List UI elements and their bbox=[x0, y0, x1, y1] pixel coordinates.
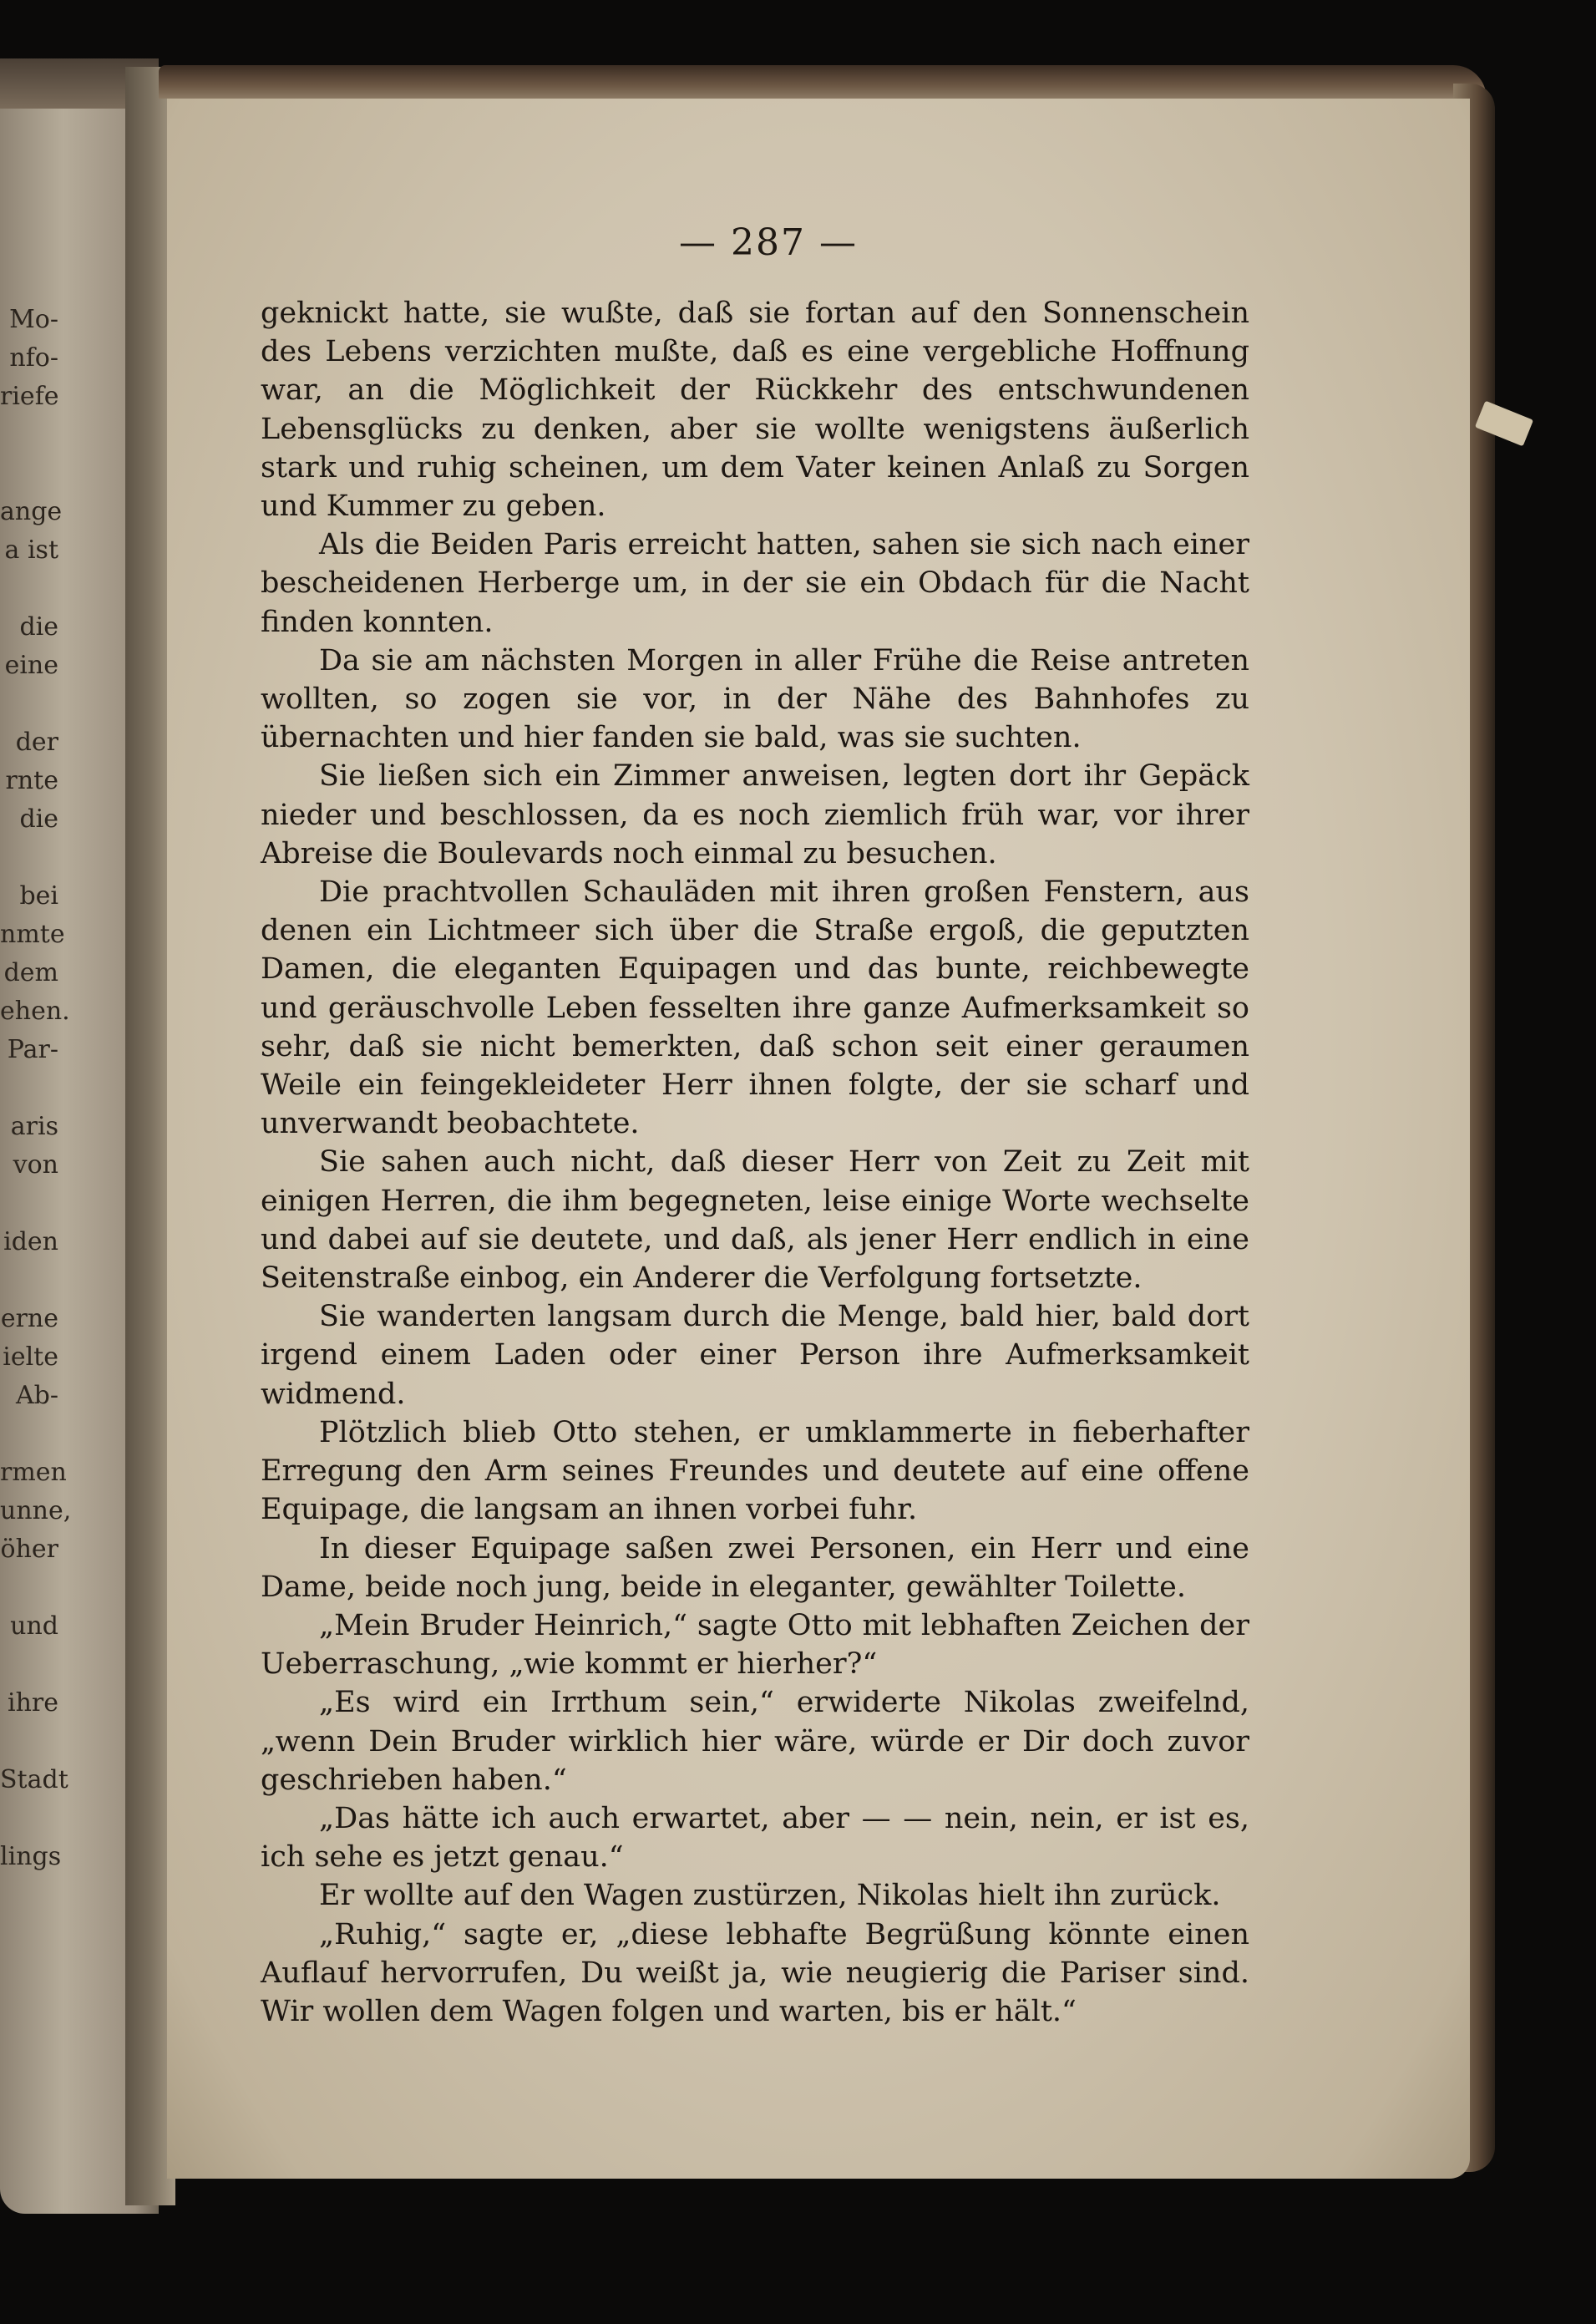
left-page-fragment bbox=[0, 839, 58, 877]
left-page-fragment: die bbox=[19, 612, 58, 642]
left-page-text-fragments bbox=[0, 301, 72, 1876]
paragraph: Plötzlich blieb Otto stehen, er umklammerte in fieberhafter Erregung den Arm seines Freundes und deutete auf eine offene Equipage, die langsam an ihnen vorbei fuhr. bbox=[261, 1415, 1249, 1527]
paragraph: „Mein Bruder Heinrich,“ sagte Otto mit lebhaften Zeichen der Ueberraschung, „wie kommt er hierher?“ bbox=[261, 1608, 1249, 1682]
left-page-fragment: ihre bbox=[7, 1688, 58, 1718]
left-page-fragment bbox=[0, 1261, 58, 1300]
left-page-fragment: öher bbox=[0, 1535, 58, 1564]
left-page-fragment bbox=[0, 1069, 58, 1108]
left-page-fragment: nfo- bbox=[9, 343, 58, 373]
left-page-fragment: unne, bbox=[0, 1496, 72, 1525]
paragraph: geknickt hatte, sie wußte, daß sie fortan auf den Sonnenschein des Lebens verzichten mußte, daß es eine vergebliche Hoffnung war, an die Möglichkeit der Rückkehr des entschwundenen Lebensglücks zu denken, aber sie wollte wenigstens äußerlich stark und ruhig scheinen, um dem Vater keinen Anlaß zu Sorgen und Kummer zu geben. bbox=[261, 297, 1249, 524]
paragraph: Sie wanderten langsam durch die Menge, bald hier, bald dort irgend einem Laden oder einer Person ihre Aufmerksamkeit widmend. bbox=[261, 1300, 1249, 1411]
paragraph: Da sie am nächsten Morgen in aller Frühe die Reise antreten wollten, so zogen sie vor, in der Nähe des Bahnhofes zu übernachten und hier fanden sie bald, was sie suchten. bbox=[261, 643, 1249, 755]
paragraph: Als die Beiden Paris erreicht hatten, sahen sie sich nach einer bescheidenen Herberge um, in der sie ein Obdach für die Nacht finden konnten. bbox=[261, 528, 1249, 639]
page-number: — 287 — bbox=[679, 221, 858, 264]
left-page-fragment: Par- bbox=[7, 1035, 58, 1064]
left-page-fragment: iden bbox=[3, 1227, 58, 1256]
left-page-fragment bbox=[0, 454, 58, 493]
left-page-fragment bbox=[0, 1569, 58, 1607]
left-page-fragment: eine bbox=[4, 651, 58, 680]
left-page-fragment bbox=[0, 416, 58, 454]
left-page-fragment: Ab- bbox=[15, 1381, 58, 1410]
left-page-fragment: von bbox=[13, 1150, 58, 1180]
paragraph: „Das hätte ich auch erwartet, aber — — nein, nein, er ist es, ich sehe es jetzt genau.“ bbox=[261, 1801, 1249, 1875]
left-page-fragment bbox=[0, 1799, 58, 1838]
left-page-fragment: ielte bbox=[3, 1342, 58, 1372]
left-page-fragment bbox=[0, 1415, 58, 1454]
left-page-fragment: Mo- bbox=[9, 305, 58, 334]
left-page-fragment: erne bbox=[0, 1304, 58, 1333]
left-page-fragment: die bbox=[19, 804, 58, 834]
paragraph: Sie ließen sich ein Zimmer anweisen, legten dort ihr Gepäck nieder und beschlossen, da es noch ziemlich früh war, vor ihrer Abreise die Boulevards noch einmal zu besuchen. bbox=[261, 759, 1249, 870]
paragraph: Er wollte auf den Wagen zustürzen, Nikolas hielt ihn zurück. bbox=[319, 1879, 1221, 1913]
left-page-fragment bbox=[0, 685, 58, 723]
paragraph: „Ruhig,“ sagte er, „diese lebhafte Begrüßung könnte einen Auflauf hervorrufen, Du weißt ja, wie neugierig die Pariser sind. Wir wollen dem Wagen folgen und warten, bis er hält.“ bbox=[261, 1917, 1249, 2028]
left-page-fragment: lings bbox=[0, 1842, 62, 1871]
left-page-fragment: ehen. bbox=[0, 997, 70, 1026]
paragraph: Sie sahen auch nicht, daß dieser Herr von Zeit zu Zeit mit einigen Herren, die ihm begegneten, leise einige Worte wechselte und dabei auf sie deutete, und daß, als jener Herr endlich in eine Seitenstraße einbog, ein Anderer die Verfolgung fortsetzte. bbox=[261, 1145, 1249, 1296]
left-page-fragment: dem bbox=[3, 958, 58, 987]
book-cover-top-edge bbox=[159, 65, 1487, 99]
left-page-fragment: rmen bbox=[0, 1458, 67, 1487]
left-page-fragment bbox=[0, 1185, 58, 1223]
left-page-fragment: aris bbox=[10, 1112, 58, 1141]
left-page-fragment: nmte bbox=[0, 920, 65, 949]
left-page-fragment: a ist bbox=[4, 535, 58, 565]
left-page-fragment: rnte bbox=[5, 766, 58, 795]
paragraph: In dieser Equipage saßen zwei Personen, ein Herr und eine Dame, beide noch jung, beide in eleganter, gewählter Toilette. bbox=[261, 1531, 1249, 1604]
paragraph: „Es wird ein Irrthum sein,“ erwiderte Nikolas zweifelnd, „wenn Dein Bruder wirklich hier wäre, würde er Dir doch zuvor geschrieben haben.“ bbox=[261, 1686, 1249, 1797]
left-page-fragment bbox=[0, 570, 58, 608]
paragraph: Die prachtvollen Schauläden mit ihren großen Fenstern, aus denen ein Lichtmeer sich über die Straße ergoß, die geputzten Damen, die eleganten Equipagen und das bunte, reichbewegte und geräuschvolle Leben fesselten ihre ganze Aufmerksamkeit so sehr, daß sie nicht bemerkten, daß schon seit einer geraumen Weile ein feingekleideter Herr ihnen folgte, der sie scharf und unverwandt beobachtete. bbox=[261, 875, 1249, 1141]
left-page-fragment: ange bbox=[0, 497, 63, 526]
left-page-fragment: bei bbox=[19, 881, 58, 911]
left-page-fragment: riefe bbox=[0, 382, 59, 411]
page-body-text bbox=[261, 294, 1249, 2031]
left-page-fragment bbox=[0, 1723, 58, 1761]
left-page-fragment bbox=[0, 1646, 58, 1684]
left-page-fragment: und bbox=[10, 1611, 58, 1641]
left-page-fragment: der bbox=[15, 728, 58, 757]
left-page-fragment: Stadt bbox=[0, 1765, 68, 1794]
